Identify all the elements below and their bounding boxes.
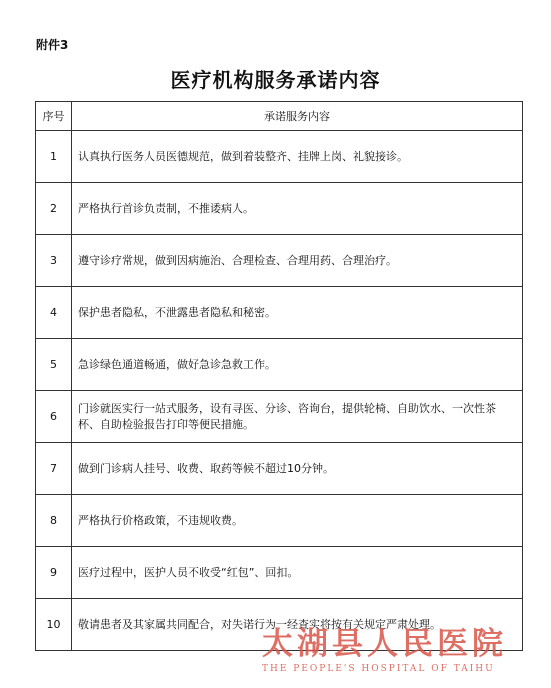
table-row bbox=[36, 183, 523, 235]
row-number: 6 bbox=[36, 391, 72, 443]
table-row bbox=[36, 443, 523, 495]
table-row bbox=[36, 235, 523, 287]
row-number: 3 bbox=[36, 235, 72, 287]
attachment-label: 附件3 bbox=[36, 38, 69, 52]
commitment-table bbox=[35, 101, 523, 651]
row-text: 敬请患者及其家属共同配合，对失诺行为一经查实将按有关规定严肃处理。 bbox=[72, 599, 523, 651]
row-number: 9 bbox=[36, 547, 72, 599]
watermark-chinese-name: 太湖县人民医院 bbox=[262, 626, 507, 662]
row-number: 7 bbox=[36, 443, 72, 495]
row-text: 医疗过程中，医护人员不收受“红包”、回扣。 bbox=[72, 547, 523, 599]
row-number: 10 bbox=[36, 599, 72, 651]
page-title: 医疗机构服务承诺内容 bbox=[170, 68, 381, 92]
table-row bbox=[36, 391, 523, 443]
row-text: 急诊绿色通道畅通，做好急诊急救工作。 bbox=[72, 339, 523, 391]
table-row bbox=[36, 547, 523, 599]
row-text: 保护患者隐私，不泄露患者隐私和秘密。 bbox=[72, 287, 523, 339]
row-number: 2 bbox=[36, 183, 72, 235]
hospital-watermark bbox=[262, 618, 542, 674]
row-text: 严格执行价格政策，不违规收费。 bbox=[72, 495, 523, 547]
row-text: 认真执行医务人员医德规范，做到着装整齐、挂牌上岗、礼貌接诊。 bbox=[72, 131, 523, 183]
header-number: 序号 bbox=[36, 102, 72, 131]
row-number: 5 bbox=[36, 339, 72, 391]
row-number: 8 bbox=[36, 495, 72, 547]
table-row bbox=[36, 131, 523, 183]
table-row bbox=[36, 495, 523, 547]
table-row bbox=[36, 287, 523, 339]
row-text: 门诊就医实行一站式服务，设有寻医、分诊、咨询台，提供轮椅、自助饮水、一次性茶杯、自助检验报告打印等便民措施。 bbox=[72, 391, 523, 443]
watermark-english-name: THE PEOPLE'S HOSPITAL OF TAIHU bbox=[262, 664, 495, 674]
row-text: 做到门诊病人挂号、收费、取药等候不超过10分钟。 bbox=[72, 443, 523, 495]
row-text: 遵守诊疗常规，做到因病施治、合理检查、合理用药、合理治疗。 bbox=[72, 235, 523, 287]
table-row bbox=[36, 339, 523, 391]
row-text: 严格执行首诊负责制，不推诿病人。 bbox=[72, 183, 523, 235]
row-number: 4 bbox=[36, 287, 72, 339]
table-header-row bbox=[36, 102, 523, 131]
header-content: 承诺服务内容 bbox=[72, 102, 523, 131]
row-number: 1 bbox=[36, 131, 72, 183]
